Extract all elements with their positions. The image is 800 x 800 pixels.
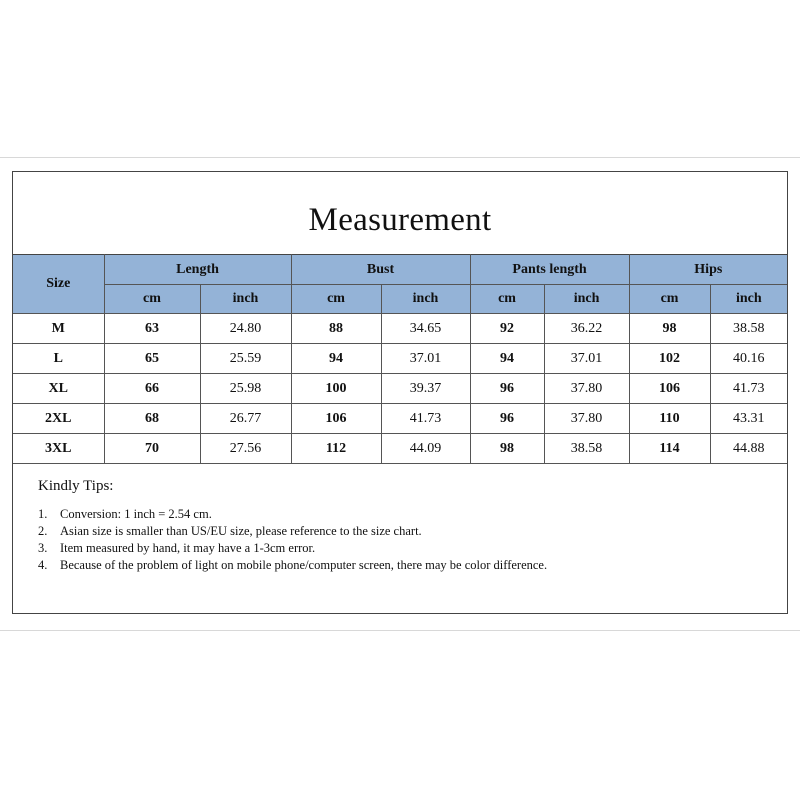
pants-inch-cell: 37.80 <box>544 404 629 434</box>
unit-header: inch <box>544 285 629 314</box>
bust-inch-cell: 34.65 <box>381 314 470 344</box>
length-inch-cell: 25.98 <box>200 374 291 404</box>
pants-inch-cell: 37.01 <box>544 344 629 374</box>
tip-text: Because of the problem of light on mobile phone/computer screen, there may be color difference. <box>60 558 548 572</box>
size-column-header: Size <box>13 255 104 314</box>
tip-number: 4. <box>38 558 48 572</box>
bust-cm-cell: 94 <box>291 344 381 374</box>
unit-header: cm <box>104 285 200 314</box>
bust-cm-cell: 112 <box>291 434 381 464</box>
unit-header: cm <box>291 285 381 314</box>
table-row <box>13 374 787 404</box>
bust-inch-cell: 44.09 <box>381 434 470 464</box>
tips-list <box>38 506 758 574</box>
hips-inch-cell: 43.31 <box>710 404 787 434</box>
pants-inch-cell: 36.22 <box>544 314 629 344</box>
bust-cm-cell: 88 <box>291 314 381 344</box>
table-row <box>13 404 787 434</box>
length-inch-cell: 24.80 <box>200 314 291 344</box>
bottom-divider <box>0 630 800 631</box>
list-item <box>38 523 758 540</box>
length-cm-cell: 65 <box>104 344 200 374</box>
hips-inch-cell: 41.73 <box>710 374 787 404</box>
tip-number: 2. <box>38 524 48 538</box>
length-inch-cell: 27.56 <box>200 434 291 464</box>
size-cell: XL <box>13 374 104 404</box>
size-cell: M <box>13 314 104 344</box>
kindly-tips <box>38 478 758 574</box>
bust-inch-cell: 39.37 <box>381 374 470 404</box>
hips-inch-cell: 38.58 <box>710 314 787 344</box>
length-inch-cell: 26.77 <box>200 404 291 434</box>
tip-number: 1. <box>38 507 48 521</box>
unit-header: inch <box>710 285 787 314</box>
top-divider <box>0 157 800 158</box>
hips-cm-cell: 110 <box>629 404 710 434</box>
size-cell: 2XL <box>13 404 104 434</box>
measurement-card <box>12 171 788 614</box>
unit-header: inch <box>200 285 291 314</box>
pants-cm-cell: 98 <box>470 434 544 464</box>
size-cell: L <box>13 344 104 374</box>
unit-header: cm <box>470 285 544 314</box>
hips-inch-cell: 44.88 <box>710 434 787 464</box>
list-item <box>38 557 758 574</box>
pants-cm-cell: 94 <box>470 344 544 374</box>
length-cm-cell: 70 <box>104 434 200 464</box>
bust-inch-cell: 41.73 <box>381 404 470 434</box>
size-cell: 3XL <box>13 434 104 464</box>
pants-cm-cell: 96 <box>470 404 544 434</box>
tip-text: Conversion: 1 inch = 2.54 cm. <box>60 507 212 521</box>
page-title: Measurement <box>308 201 492 238</box>
unit-header: cm <box>629 285 710 314</box>
table-row <box>13 314 787 344</box>
hips-cm-cell: 102 <box>629 344 710 374</box>
hips-cm-cell: 106 <box>629 374 710 404</box>
bust-group-header: Bust <box>291 255 470 285</box>
pants-length-group-header: Pants length <box>470 255 629 285</box>
tip-number: 3. <box>38 541 48 555</box>
bust-cm-cell: 106 <box>291 404 381 434</box>
tips-heading: Kindly Tips: <box>38 478 114 494</box>
list-item <box>38 506 758 523</box>
pants-cm-cell: 92 <box>470 314 544 344</box>
length-inch-cell: 25.59 <box>200 344 291 374</box>
table-row <box>13 434 787 464</box>
length-cm-cell: 63 <box>104 314 200 344</box>
length-cm-cell: 66 <box>104 374 200 404</box>
hips-inch-cell: 40.16 <box>710 344 787 374</box>
bust-cm-cell: 100 <box>291 374 381 404</box>
length-group-header: Length <box>104 255 291 285</box>
size-chart-table <box>13 254 787 464</box>
tip-text: Asian size is smaller than US/EU size, please reference to the size chart. <box>60 524 422 538</box>
pants-cm-cell: 96 <box>470 374 544 404</box>
pants-inch-cell: 38.58 <box>544 434 629 464</box>
hips-group-header: Hips <box>629 255 787 285</box>
list-item <box>38 540 758 557</box>
hips-cm-cell: 98 <box>629 314 710 344</box>
bust-inch-cell: 37.01 <box>381 344 470 374</box>
table-row <box>13 344 787 374</box>
unit-header: inch <box>381 285 470 314</box>
length-cm-cell: 68 <box>104 404 200 434</box>
tip-text: Item measured by hand, it may have a 1-3cm error. <box>60 541 316 555</box>
hips-cm-cell: 114 <box>629 434 710 464</box>
pants-inch-cell: 37.80 <box>544 374 629 404</box>
